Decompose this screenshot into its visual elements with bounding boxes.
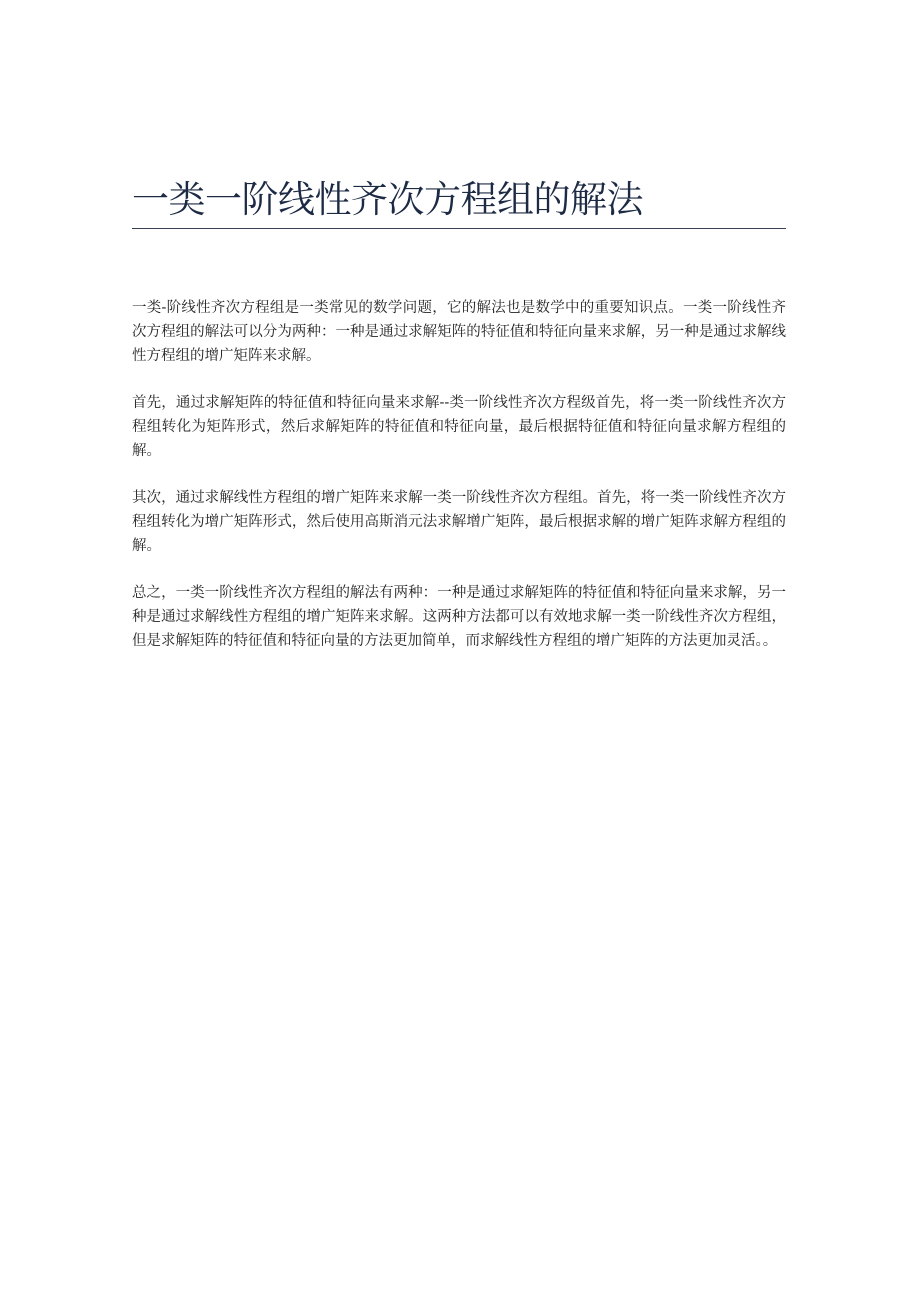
paragraph-method-eigen: 首先，通过求解矩阵的特征值和特征向量来求解--类一阶线性齐次方程级首先，将一类一阶线性齐次方程组转化为矩阵形式，然后求解矩阵的特征值和特征向量，最后根据特征值和特征向量求解方程组的解。	[132, 395, 786, 459]
paragraph-intro: 一类-阶线性齐次方程组是一类常见的数学问题，它的解法也是数学中的重要知识点。一类一阶线性齐次方程组的解法可以分为两种：一种是通过求解矩阵的特征值和特征向量来求解，另一种是通过求解线性方程组的增广矩阵来求解。	[132, 300, 786, 364]
paragraph-method-augmented: 其次，通过求解线性方程组的增广矩阵来求解一类一阶线性齐次方程组。首先，将一类一阶线性齐次方程组转化为增广矩阵形式，然后使用高斯消元法求解增广矩阵，最后根据求解的增广矩阵求解方程组的解。	[132, 490, 786, 554]
title-underline	[132, 228, 786, 229]
page-title: 一类一阶线性齐次方程组的解法	[132, 178, 643, 221]
document-body	[132, 296, 786, 676]
title-block	[132, 176, 786, 229]
paragraph-summary: 总之，一类一阶线性齐次方程组的解法有两种：一种是通过求解矩阵的特征值和特征向量来求解，另一种是通过求解线性方程组的增广矩阵来求解。这两种方法都可以有效地求解一类一阶线性齐次方程组，但是求解矩阵的特征值和特征向量的方法更加简单，而求解线性方程组的增广矩阵的方法更加灵活。。	[132, 585, 786, 649]
